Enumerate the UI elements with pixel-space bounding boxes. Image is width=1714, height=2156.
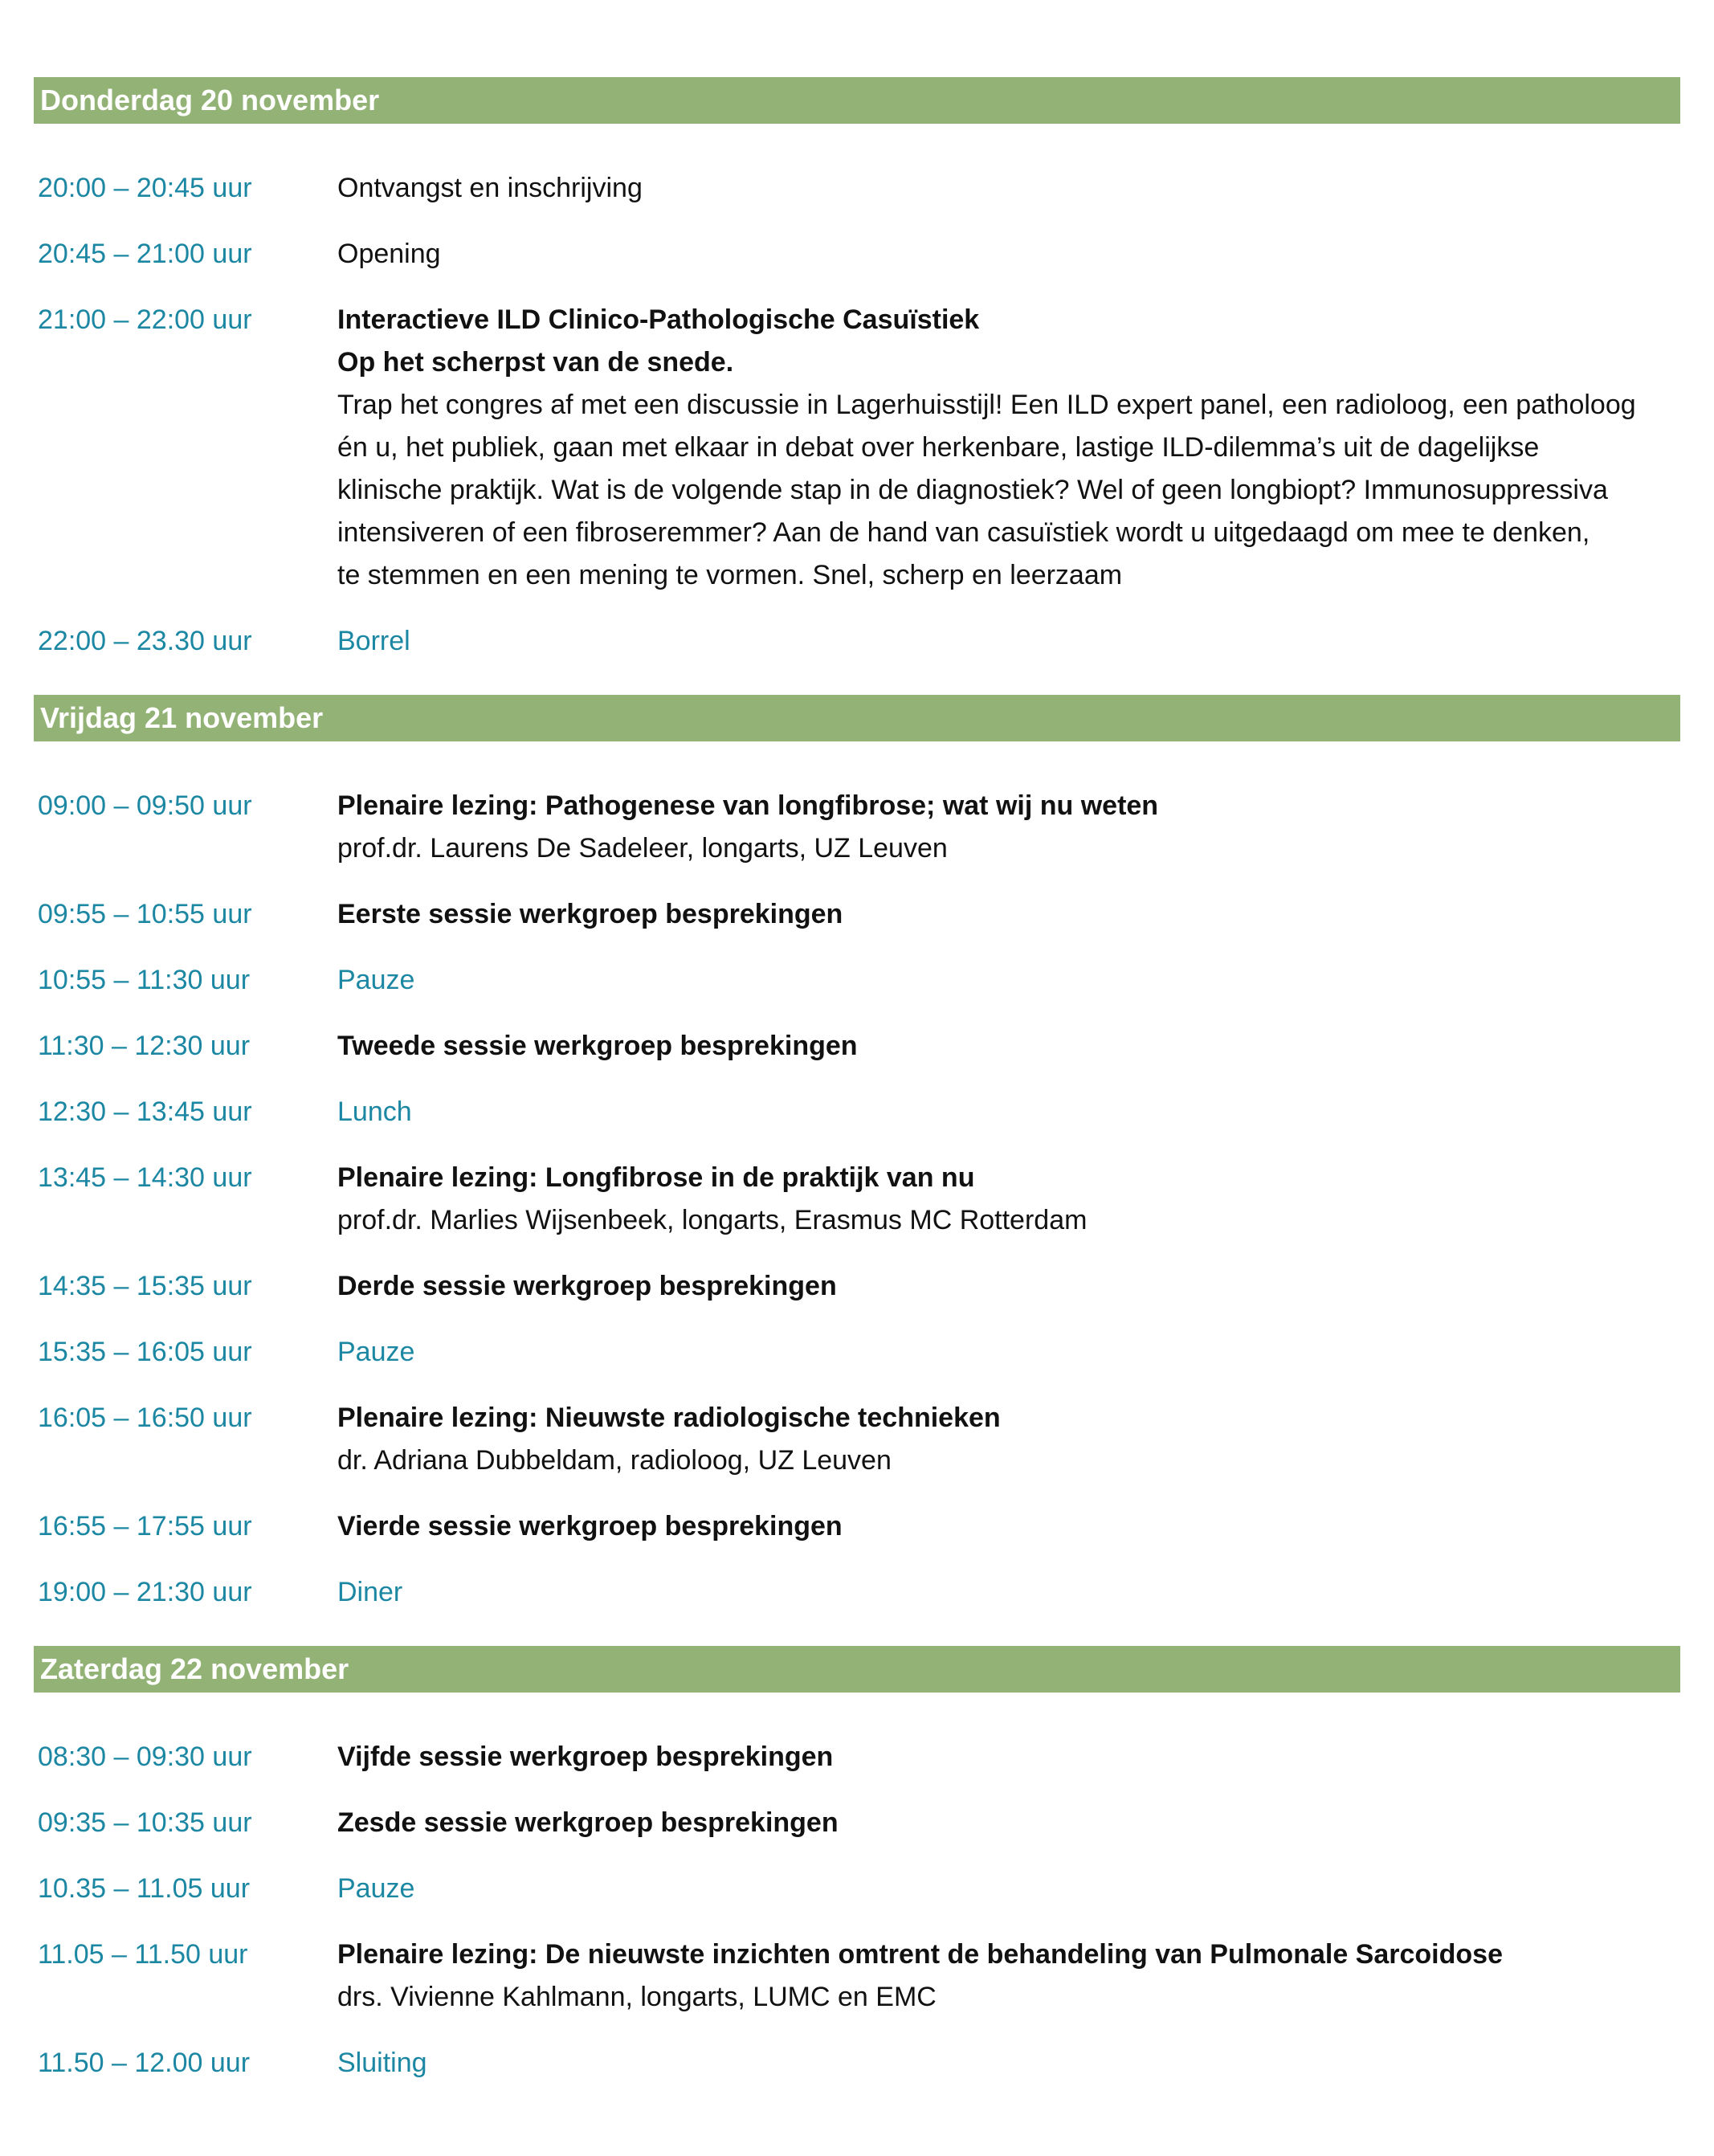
time-slot: 08:30 – 09:30 uur xyxy=(38,1742,252,1772)
time-slot: 11.05 – 11.50 uur xyxy=(38,1939,248,1970)
schedule-row xyxy=(34,1025,1680,1068)
schedule-row xyxy=(34,620,1680,663)
day-header: Vrijdag 21 november xyxy=(34,695,1680,741)
day-schedule xyxy=(34,741,1680,1646)
agenda-item xyxy=(337,1933,1680,2019)
day-header: Zaterdag 22 november xyxy=(34,1646,1680,1693)
session-title: Vijfde sessie werkgroep besprekingen xyxy=(337,1742,834,1772)
time-slot: 15:35 – 16:05 uur xyxy=(38,1337,252,1367)
schedule-row xyxy=(34,785,1680,870)
speaker: drs. Vivienne Kahlmann, longarts, LUMC en EMC xyxy=(337,1982,937,2012)
schedule-row xyxy=(34,1091,1680,1133)
day-section-thursday xyxy=(34,77,1680,695)
session-subtitle: Op het scherpst van de snede. xyxy=(337,347,734,378)
time-slot: 11:30 – 12:30 uur xyxy=(38,1031,251,1061)
schedule-row xyxy=(34,1571,1680,1614)
time-slot: 12:30 – 13:45 uur xyxy=(38,1096,252,1127)
session-title: Interactieve ILD Clinico-Pathologische Casuïstiek xyxy=(337,304,980,335)
session-description-line: én u, het publiek, gaan met elkaar in debat over herkenbare, lastige ILD-dilemma’s uit de dagelijkse xyxy=(337,432,1540,463)
time-slot: 09:00 – 09:50 uur xyxy=(38,790,252,821)
break-item: Pauze xyxy=(337,965,415,995)
schedule-row xyxy=(34,1802,1680,1844)
time-slot: 10:55 – 11:30 uur xyxy=(38,965,251,995)
session-title: Plenaire lezing: De nieuwste inzichten omtrent de behandeling van Pulmonale Sarcoidose xyxy=(337,1939,1503,1970)
time-slot: 09:55 – 10:55 uur xyxy=(38,899,252,929)
time-slot: 22:00 – 23.30 uur xyxy=(38,626,252,656)
session-description-line: intensiveren of een fibroseremmer? Aan de hand van casuïstiek wordt u uitgedaagd om mee te denken, xyxy=(337,517,1590,548)
session-title: Tweede sessie werkgroep besprekingen xyxy=(337,1031,858,1061)
session-title: Plenaire lezing: Nieuwste radiologische technieken xyxy=(337,1403,1001,1433)
schedule-row xyxy=(34,1157,1680,1242)
schedule-row xyxy=(34,1933,1680,2019)
schedule-row xyxy=(34,1868,1680,1910)
schedule-row xyxy=(34,893,1680,936)
schedule-row xyxy=(34,299,1680,597)
session-title: Vierde sessie werkgroep besprekingen xyxy=(337,1511,843,1541)
break-item: Pauze xyxy=(337,1337,415,1367)
session-description-line: te stemmen en een mening te vormen. Snel, scherp en leerzaam xyxy=(337,560,1123,590)
session-description-line: klinische praktijk. Wat is de volgende stap in de diagnostiek? Wel of geen longbiopt? Immunosuppressiva xyxy=(337,475,1608,505)
schedule-row xyxy=(34,2042,1680,2085)
agenda-item xyxy=(337,1157,1680,1242)
schedule-row xyxy=(34,959,1680,1002)
day-section-saturday xyxy=(34,1646,1680,2117)
agenda-item xyxy=(337,1397,1680,1482)
speaker: prof.dr. Laurens De Sadeleer, longarts, UZ Leuven xyxy=(337,833,948,864)
time-slot: 16:55 – 17:55 uur xyxy=(38,1511,252,1541)
schedule-row xyxy=(34,1505,1680,1548)
schedule-row xyxy=(34,167,1680,210)
session-title: Eerste sessie werkgroep besprekingen xyxy=(337,899,843,929)
schedule-row xyxy=(34,1265,1680,1308)
session-title: Plenaire lezing: Pathogenese van longfibrose; wat wij nu weten xyxy=(337,790,1159,821)
time-slot: 19:00 – 21:30 uur xyxy=(38,1577,252,1607)
speaker: prof.dr. Marlies Wijsenbeek, longarts, Erasmus MC Rotterdam xyxy=(337,1205,1088,1235)
break-item: Lunch xyxy=(337,1096,412,1127)
time-slot: 09:35 – 10:35 uur xyxy=(38,1807,252,1838)
agenda-item: Opening xyxy=(337,239,441,269)
time-slot: 14:35 – 15:35 uur xyxy=(38,1271,252,1301)
session-title: Derde sessie werkgroep besprekingen xyxy=(337,1271,837,1301)
time-slot: 16:05 – 16:50 uur xyxy=(38,1403,252,1433)
schedule-row xyxy=(34,1331,1680,1374)
time-slot: 21:00 – 22:00 uur xyxy=(38,304,252,335)
time-slot: 20:00 – 20:45 uur xyxy=(38,173,252,203)
schedule-row xyxy=(34,1736,1680,1778)
program-page xyxy=(34,77,1680,2117)
break-item: Borrel xyxy=(337,626,410,656)
time-slot: 10.35 – 11.05 uur xyxy=(38,1873,251,1904)
schedule-row xyxy=(34,1397,1680,1482)
break-item: Diner xyxy=(337,1577,403,1607)
schedule-row xyxy=(34,233,1680,276)
agenda-item xyxy=(337,299,1680,597)
time-slot: 20:45 – 21:00 uur xyxy=(38,239,252,269)
session-title: Zesde sessie werkgroep besprekingen xyxy=(337,1807,839,1838)
session-title: Plenaire lezing: Longfibrose in de praktijk van nu xyxy=(337,1162,975,1193)
day-schedule xyxy=(34,124,1680,695)
day-section-friday xyxy=(34,695,1680,1646)
speaker: dr. Adriana Dubbeldam, radioloog, UZ Leuven xyxy=(337,1445,892,1476)
agenda-item: Ontvangst en inschrijving xyxy=(337,173,643,203)
agenda-item xyxy=(337,785,1680,870)
session-description-line: Trap het congres af met een discussie in Lagerhuisstijl! Een ILD expert panel, een radioloog, een patholoog xyxy=(337,390,1636,420)
time-slot: 11.50 – 12.00 uur xyxy=(38,2048,251,2078)
time-slot: 13:45 – 14:30 uur xyxy=(38,1162,252,1193)
day-schedule xyxy=(34,1693,1680,2117)
break-item: Pauze xyxy=(337,1873,415,1904)
break-item: Sluiting xyxy=(337,2048,427,2078)
day-header: Donderdag 20 november xyxy=(34,77,1680,124)
